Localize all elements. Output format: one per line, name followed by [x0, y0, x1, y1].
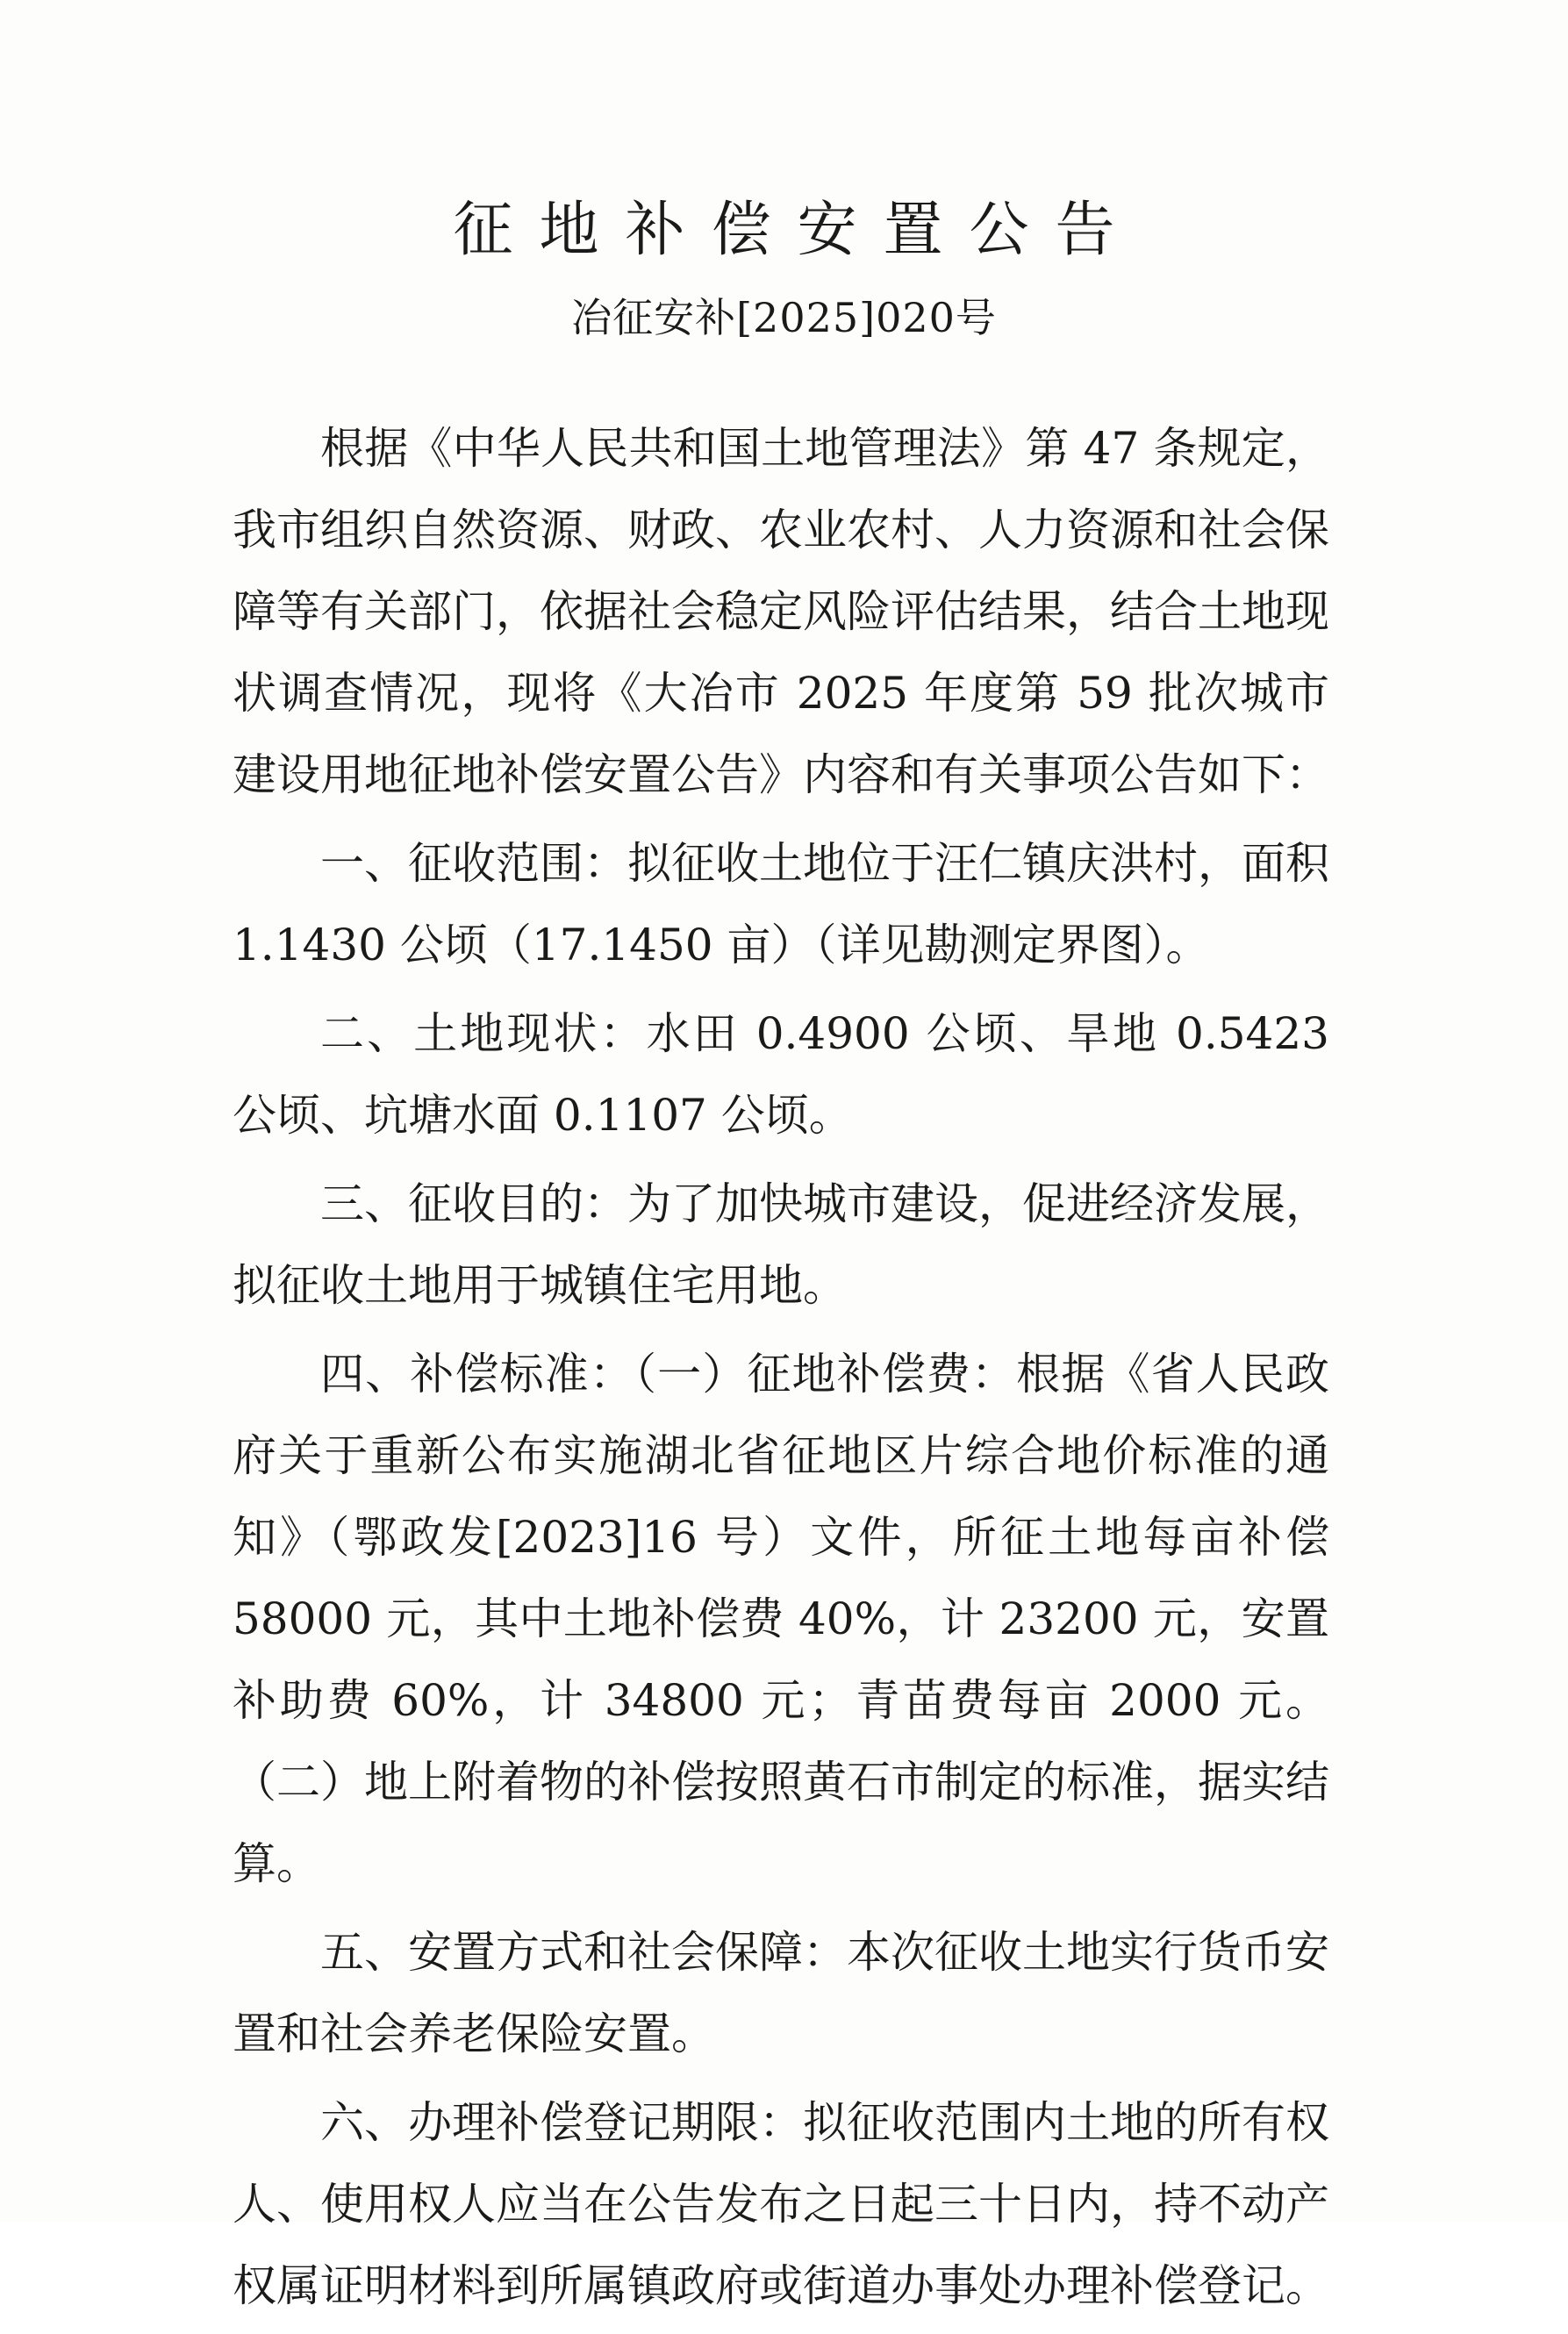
- paragraph-compensation-standard: 四、补偿标准：（一）征地补偿费：根据《省人民政府关于重新公布实施湖北省征地区片综合地价标准的通知》（鄂政发[2023]16 号）文件，所征土地每亩补偿 58000 元，其中土地补偿费 40%，计 23200 元，安置补助费 60%，计 34800 元；青苗费每亩 2000 元。（二）地上附着物的补偿按照黄石市制定的标准，据实结算。: [233, 1349, 1329, 1889]
- document-title: 征地补偿安置公告: [453, 196, 1142, 265]
- document-number: 冶征安补[2025]020号: [571, 294, 997, 341]
- paragraph-scope: 一、征收范围：拟征收土地位于汪仁镇庆洪村，面积 1.1430 公顷（17.1450 亩）（详见勘测定界图）。: [233, 838, 1329, 970]
- paragraph-intro: 根据《中华人民共和国土地管理法》第 47 条规定，我市组织自然资源、财政、农业农村、人力资源和社会保障等有关部门，依据社会稳定风险评估结果，结合土地现状调查情况，现将《大冶市 2025 年度第 59 批次城市建设用地征地补偿安置公告》内容和有关事项公告如下：: [233, 423, 1329, 800]
- paragraph-land-status: 二、土地现状：水田 0.4900 公顷、旱地 0.5423 公顷、坑塘水面 0.1107 公顷。: [233, 1008, 1329, 1141]
- paragraph-resettlement: 五、安置方式和社会保障：本次征收土地实行货币安置和社会养老保险安置。: [233, 1927, 1329, 2059]
- paragraph-registration-deadline: 六、办理补偿登记期限：拟征收范围内土地的所有权人、使用权人应当在公告发布之日起三十日内，持不动产权属证明材料到所属镇政府或街道办事处办理补偿登记。: [233, 2097, 1329, 2311]
- paragraph-purpose: 三、征收目的：为了加快城市建设，促进经济发展，拟征收土地用于城镇住宅用地。: [233, 1178, 1329, 1311]
- document-body: [233, 408, 1329, 2334]
